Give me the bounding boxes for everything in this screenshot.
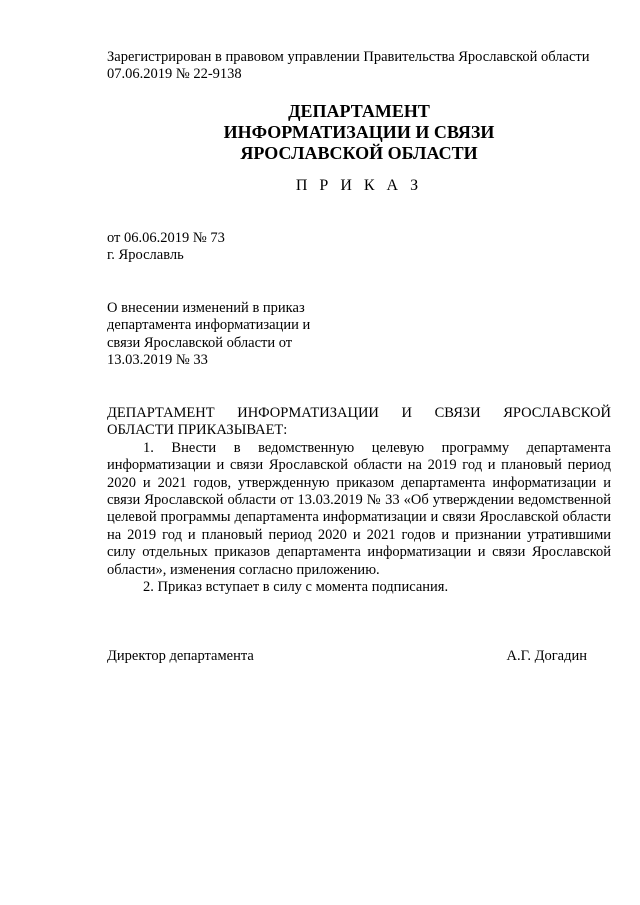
- subject-line-4: 13.03.2019 № 33: [107, 352, 208, 369]
- order-item-2: 2. Приказ вступает в силу с момента подписания.: [143, 579, 449, 596]
- registration-text: Зарегистрирован в правовом управлении Правительства Ярославской области: [107, 49, 590, 65]
- registration-stamp: [107, 49, 617, 84]
- header-line-3: ЯРОСЛАВСКОЙ ОБЛАСТИ: [240, 143, 478, 163]
- order-item-1: 1. Внести в ведомственную целевую программу департамента информатизации и связи Ярославской области на 2019 год и плановый период 2020 и 2021 годов, утвержденную приказом департамента информатизации и связи Ярославской области от 13.03.2019 № 33 «Об утверждении ведомственной целевой программы департамента информатизации и связи Ярославской области на 2019 год и плановый период 2020 и 2021 годов и признании утратившими силу отдельных приказов департамента информатизации и связи Ярославской области», изменения согласно приложению.: [107, 439, 611, 578]
- header-line-2: ИНФОРМАТИЗАЦИИ И СВЯЗИ: [223, 122, 495, 142]
- order-details: [107, 230, 407, 265]
- signature-block: [107, 648, 587, 665]
- subject-line-2: департамента информатизации и: [107, 317, 311, 334]
- order-subject: [107, 300, 367, 370]
- signatory-position: Директор департамента: [107, 648, 254, 664]
- signatory-name: А.Г. Догадин: [506, 648, 587, 664]
- subject-line-3: связи Ярославской области от: [107, 334, 293, 351]
- department-header: [107, 101, 611, 164]
- order-city: г. Ярославль: [107, 247, 184, 264]
- subject-line-1: О внесении изменений в приказ: [107, 300, 305, 316]
- order-date-number: от 06.06.2019 № 73: [107, 230, 225, 246]
- header-line-1: ДЕПАРТАМЕНТ: [288, 101, 430, 121]
- document-type-title: П Р И К А З: [295, 177, 423, 194]
- registration-number: 07.06.2019 № 22-9138: [107, 66, 242, 83]
- order-body: [107, 405, 611, 596]
- preamble-line-2: ОБЛАСТИ ПРИКАЗЫВАЕТ:: [107, 422, 288, 439]
- preamble-line-1: ДЕПАРТАМЕНТ ИНФОРМАТИЗАЦИИ И СВЯЗИ ЯРОСЛАВСКОЙ: [107, 405, 611, 421]
